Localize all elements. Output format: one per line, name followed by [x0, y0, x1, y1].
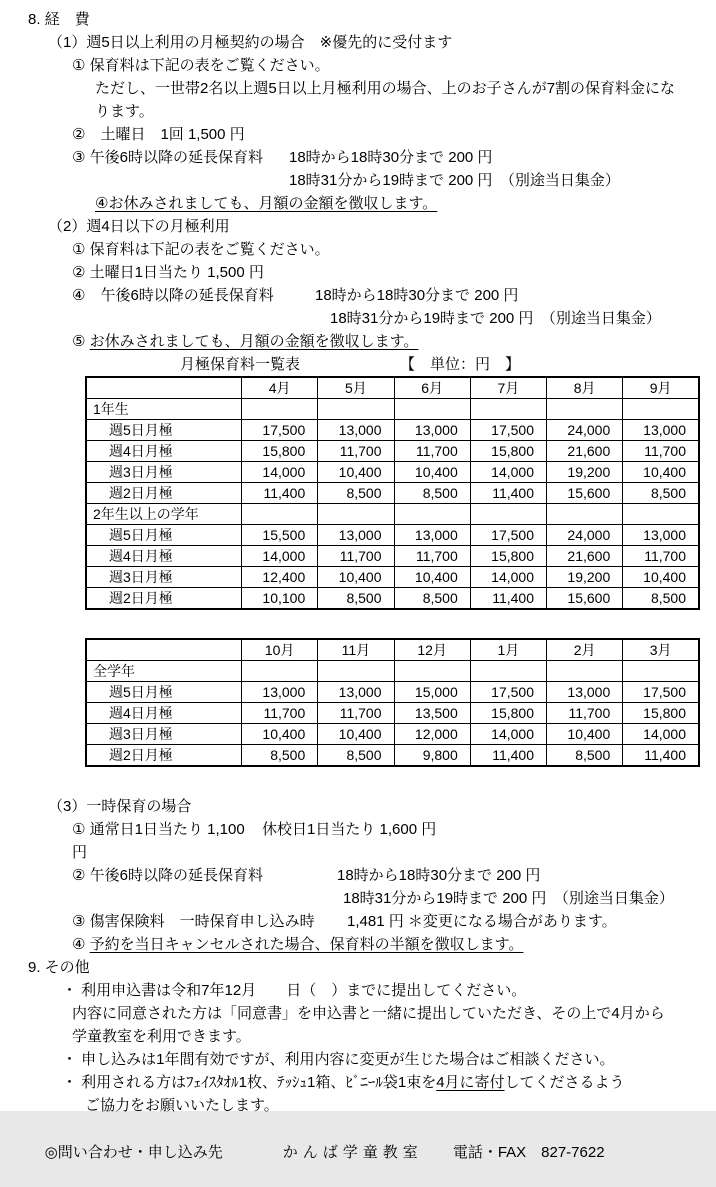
month-header-cell: 12月 — [394, 639, 470, 661]
plan-label-cell: 週3日月極 — [86, 567, 242, 588]
fee-value-cell: 14,000 — [242, 546, 318, 567]
plan-label-cell: 週2日月極 — [86, 745, 242, 767]
empty-cell — [547, 504, 623, 525]
month-header-cell: 7月 — [470, 377, 546, 399]
fee-value-cell: 13,000 — [394, 525, 470, 546]
sec8-part2-item2: ② 土曜日1日当たり 1,500 円 — [72, 264, 264, 281]
donation-text-prefix: ・ 利用される方はﾌｪｲｽﾀｵﾙ1枚、ﾃｯｼｭ1箱、ﾋﾞﾆｰﾙ袋1束を — [62, 1074, 437, 1091]
corner-cell — [86, 639, 242, 661]
month-header-cell: 1月 — [470, 639, 546, 661]
fee-value-cell: 10,400 — [242, 724, 318, 745]
fee-value-cell: 14,000 — [623, 724, 699, 745]
extended-care-label: ② 午後6時以降の延長保育料 — [72, 867, 263, 884]
sec8-part2-item4-time2: 18時31分から19時まで 200 円 （別途当日集金） — [330, 310, 661, 327]
insurance-label: ③ 傷害保険料 一時保育申し込み時 — [72, 913, 315, 930]
fee-value-cell: 24,000 — [547, 420, 623, 441]
fee-value-cell: 21,600 — [547, 441, 623, 462]
extended-care-time1: 18時から18時30分まで 200 円 — [289, 149, 493, 166]
absence-fee-notice: お休みされましても、月額の金額を徴収します。 — [89, 333, 419, 350]
fee-value-cell: 8,500 — [394, 588, 470, 610]
facility-name: かんば学童教室 — [282, 1144, 423, 1161]
fee-value-cell: 13,000 — [547, 682, 623, 703]
sec8-part1-item4 — [95, 192, 708, 215]
month-header-cell: 5月 — [318, 377, 394, 399]
fee-value-cell: 8,500 — [394, 483, 470, 504]
month-header-cell: 2月 — [547, 639, 623, 661]
fee-value-cell: 11,700 — [394, 546, 470, 567]
weekday-rate: ① 通常日1日当たり 1,100 円 — [72, 821, 249, 861]
empty-cell — [394, 504, 470, 525]
empty-cell — [547, 399, 623, 420]
month-header-cell: 10月 — [242, 639, 318, 661]
fee-value-cell: 15,600 — [547, 588, 623, 610]
fee-value-cell: 10,100 — [242, 588, 318, 610]
sec8-part1-title: （1）週5日以上利用の月極契約の場合 ※優先的に受付ます — [48, 34, 453, 51]
fee-value-cell: 11,700 — [623, 441, 699, 462]
empty-cell — [318, 661, 394, 682]
fee-value-cell: 19,200 — [547, 567, 623, 588]
fee-value-cell: 11,700 — [547, 703, 623, 724]
absence-fee-notice: ④お休みされましても、月額の金額を徴収します。 — [95, 195, 438, 212]
fee-value-cell: 11,400 — [470, 483, 546, 504]
fee-table-unit: 【 単位：円 】 — [400, 356, 521, 373]
fee-row — [86, 420, 699, 441]
sec8-part2-item1: ① 保育料は下記の表をご覧ください。 — [72, 241, 330, 258]
fee-value-cell: 11,700 — [242, 703, 318, 724]
fee-value-cell: 13,000 — [394, 420, 470, 441]
sec8-part2-item5 — [72, 330, 708, 353]
spacer — [223, 1144, 283, 1161]
fee-row — [86, 441, 699, 462]
fee-value-cell: 24,000 — [547, 525, 623, 546]
sec9-bullet1-cont2: 学童教室を利用できます。 — [72, 1028, 251, 1045]
extended-care-label: ③ 午後6時以降の延長保育料 — [72, 149, 263, 166]
fee-table-title: 月極保育料一覧表 — [180, 356, 301, 373]
sec8-part1-item3 — [72, 146, 708, 169]
plan-label-cell: 週5日月極 — [86, 420, 242, 441]
fee-value-cell: 15,000 — [394, 682, 470, 703]
sec9-bullet3-cont: ご協力をお願いいたします。 — [85, 1097, 279, 1114]
sec8-part3-item1 — [72, 818, 708, 864]
fee-row — [86, 703, 699, 724]
extended-care-time1: 18時から18時30分まで 200 円 — [337, 867, 541, 884]
fee-value-cell: 17,500 — [623, 682, 699, 703]
table-header-row — [86, 639, 699, 661]
fee-value-cell: 13,000 — [623, 525, 699, 546]
fee-value-cell: 10,400 — [394, 462, 470, 483]
fee-value-cell: 15,600 — [547, 483, 623, 504]
fee-value-cell: 15,800 — [470, 441, 546, 462]
sec9-bullet3 — [62, 1071, 708, 1094]
empty-cell — [623, 504, 699, 525]
month-header-cell: 3月 — [623, 639, 699, 661]
spacer — [423, 1144, 453, 1161]
fee-value-cell: 13,000 — [623, 420, 699, 441]
donation-text-suffix: してくださるよう — [504, 1074, 625, 1091]
fee-row — [86, 483, 699, 504]
fee-value-cell: 11,400 — [470, 745, 546, 767]
empty-cell — [318, 504, 394, 525]
empty-cell — [623, 661, 699, 682]
fee-value-cell: 13,000 — [318, 420, 394, 441]
empty-cell — [394, 399, 470, 420]
contact-label: ◎問い合わせ・申し込み先 — [44, 1144, 223, 1161]
plan-label-cell: 週3日月極 — [86, 462, 242, 483]
empty-cell — [623, 399, 699, 420]
extended-care-time1: 18時から18時30分まで 200 円 — [315, 287, 519, 304]
empty-cell — [242, 661, 318, 682]
fee-value-cell: 11,700 — [318, 703, 394, 724]
fee-value-cell: 10,400 — [318, 462, 394, 483]
fee-value-cell: 11,700 — [318, 441, 394, 462]
sec9-bullet2: ・ 申し込みは1年間有効ですが、利用内容に変更が生じた場合はご相談ください。 — [62, 1051, 615, 1068]
grade-label-cell: 1年生 — [86, 399, 242, 420]
fee-value-cell: 13,000 — [318, 682, 394, 703]
empty-cell — [470, 504, 546, 525]
fee-value-cell: 11,400 — [623, 745, 699, 767]
fee-value-cell: 13,000 — [318, 525, 394, 546]
fee-row — [86, 546, 699, 567]
plan-label-cell: 週4日月極 — [86, 546, 242, 567]
fee-value-cell: 15,800 — [242, 441, 318, 462]
plan-label-cell: 週5日月極 — [86, 682, 242, 703]
fee-row — [86, 525, 699, 546]
fee-value-cell: 10,400 — [318, 567, 394, 588]
fee-row — [86, 682, 699, 703]
fee-value-cell: 11,700 — [394, 441, 470, 462]
fee-value-cell: 8,500 — [242, 745, 318, 767]
fee-row — [86, 724, 699, 745]
fee-row — [86, 745, 699, 767]
plan-label-cell: 週4日月極 — [86, 441, 242, 462]
fee-value-cell: 12,000 — [394, 724, 470, 745]
fee-value-cell: 17,500 — [242, 420, 318, 441]
plan-label-cell: 週2日月極 — [86, 483, 242, 504]
fee-value-cell: 14,000 — [242, 462, 318, 483]
plan-label-cell: 週4日月極 — [86, 703, 242, 724]
monthly-fee-table-oct-mar — [85, 638, 700, 767]
fee-value-cell: 14,000 — [470, 462, 546, 483]
fee-value-cell: 10,400 — [623, 567, 699, 588]
section-8-heading: 8. 経 費 — [28, 11, 90, 28]
fee-value-cell: 10,400 — [623, 462, 699, 483]
month-header-cell: 8月 — [547, 377, 623, 399]
sec8-part1-item3-time2: 18時31分から19時まで 200 円 （別途当日集金） — [289, 172, 620, 189]
sec9-bullet1: ・ 利用申込書は令和7年12月 日（ ）までに提出してください。 — [62, 982, 527, 999]
table-header-row — [86, 377, 699, 399]
sec8-part3-item4 — [72, 933, 708, 956]
section-9-heading: 9. その他 — [28, 959, 90, 976]
fee-value-cell: 8,500 — [623, 483, 699, 504]
sec8-part1-item1-cont2: ります。 — [95, 103, 154, 120]
grade-label-cell: 全学年 — [86, 661, 242, 682]
sec8-part1-item1: ① 保育料は下記の表をご覧ください。 — [72, 57, 330, 74]
cancel-fee-notice: 予約を当日キャンセルされた場合、保育料の半額を徴収します。 — [89, 936, 524, 953]
fee-value-cell: 11,400 — [242, 483, 318, 504]
empty-cell — [242, 399, 318, 420]
empty-cell — [318, 399, 394, 420]
fee-value-cell: 13,000 — [242, 682, 318, 703]
sec8-part2-item4 — [72, 284, 708, 307]
insurance-value: 1,481 円 ＊変更になる場合があります。 — [347, 913, 617, 930]
extended-care-label: ④ 午後6時以降の延長保育料 — [72, 287, 274, 304]
sec8-part2-title: （2）週4日以下の月極利用 — [48, 218, 230, 235]
grade-section-row — [86, 504, 699, 525]
empty-cell — [470, 399, 546, 420]
fee-value-cell: 15,800 — [623, 703, 699, 724]
sec8-part3-item2-time2: 18時31分から19時まで 200 円 （別途当日集金） — [343, 890, 674, 907]
corner-cell — [86, 377, 242, 399]
fee-value-cell: 21,600 — [547, 546, 623, 567]
contact-footer — [28, 1118, 708, 1187]
empty-cell — [394, 661, 470, 682]
item5-number: ⑤ — [72, 333, 90, 350]
monthly-fee-table-apr-sep — [85, 376, 700, 610]
fee-row — [86, 462, 699, 483]
fee-value-cell: 14,000 — [470, 724, 546, 745]
fee-row — [86, 567, 699, 588]
fee-value-cell: 13,500 — [394, 703, 470, 724]
fee-value-cell: 10,400 — [318, 724, 394, 745]
sec8-part1-item1-cont1: ただし、一世帯2名以上週5日以上月極利用の場合、上のお子さんが7割の保育料金にな — [95, 80, 676, 97]
fee-value-cell: 17,500 — [470, 525, 546, 546]
fee-value-cell: 10,400 — [547, 724, 623, 745]
fee-value-cell: 14,000 — [470, 567, 546, 588]
sec8-part3-item2 — [72, 864, 708, 887]
fee-value-cell: 11,700 — [318, 546, 394, 567]
month-header-cell: 6月 — [394, 377, 470, 399]
fee-value-cell: 11,400 — [470, 588, 546, 610]
phone-fax: 電話・FAX 827-7622 — [452, 1144, 605, 1161]
holiday-rate: 休校日1日当たり 1,600 円 — [262, 821, 437, 838]
fee-value-cell: 17,500 — [470, 682, 546, 703]
fee-value-cell: 15,800 — [470, 703, 546, 724]
sec8-part1-item2: ② 土曜日 1回 1,500 円 — [72, 126, 245, 143]
fee-table-caption — [180, 354, 708, 375]
fee-value-cell: 12,400 — [242, 567, 318, 588]
fee-value-cell: 8,500 — [623, 588, 699, 610]
fee-value-cell: 11,700 — [623, 546, 699, 567]
fee-value-cell: 15,800 — [470, 546, 546, 567]
empty-cell — [547, 661, 623, 682]
sec8-part3-item3 — [72, 910, 708, 933]
empty-cell — [242, 504, 318, 525]
grade-section-row — [86, 399, 699, 420]
fee-value-cell: 8,500 — [318, 483, 394, 504]
item4-number: ④ — [72, 936, 90, 953]
sec8-part3-title: （3）一時保育の場合 — [48, 798, 192, 815]
empty-cell — [470, 661, 546, 682]
fee-value-cell: 15,500 — [242, 525, 318, 546]
sec9-bullet1-cont1: 内容に同意された方は「同意書」を申込書と一緒に提出していただき、その上で4月から — [72, 1005, 665, 1022]
fee-row — [86, 588, 699, 610]
plan-label-cell: 週2日月極 — [86, 588, 242, 610]
month-header-cell: 9月 — [623, 377, 699, 399]
grade-label-cell: 2年生以上の学年 — [86, 504, 242, 525]
month-header-cell: 4月 — [242, 377, 318, 399]
fee-value-cell: 17,500 — [470, 420, 546, 441]
month-header-cell: 11月 — [318, 639, 394, 661]
fee-value-cell: 9,800 — [394, 745, 470, 767]
fee-value-cell: 19,200 — [547, 462, 623, 483]
plan-label-cell: 週5日月極 — [86, 525, 242, 546]
fee-value-cell: 10,400 — [394, 567, 470, 588]
plan-label-cell: 週3日月極 — [86, 724, 242, 745]
fee-value-cell: 8,500 — [318, 745, 394, 767]
donation-month: 4月に寄付 — [436, 1074, 505, 1091]
fee-value-cell: 8,500 — [318, 588, 394, 610]
grade-section-row — [86, 661, 699, 682]
fee-value-cell: 8,500 — [547, 745, 623, 767]
